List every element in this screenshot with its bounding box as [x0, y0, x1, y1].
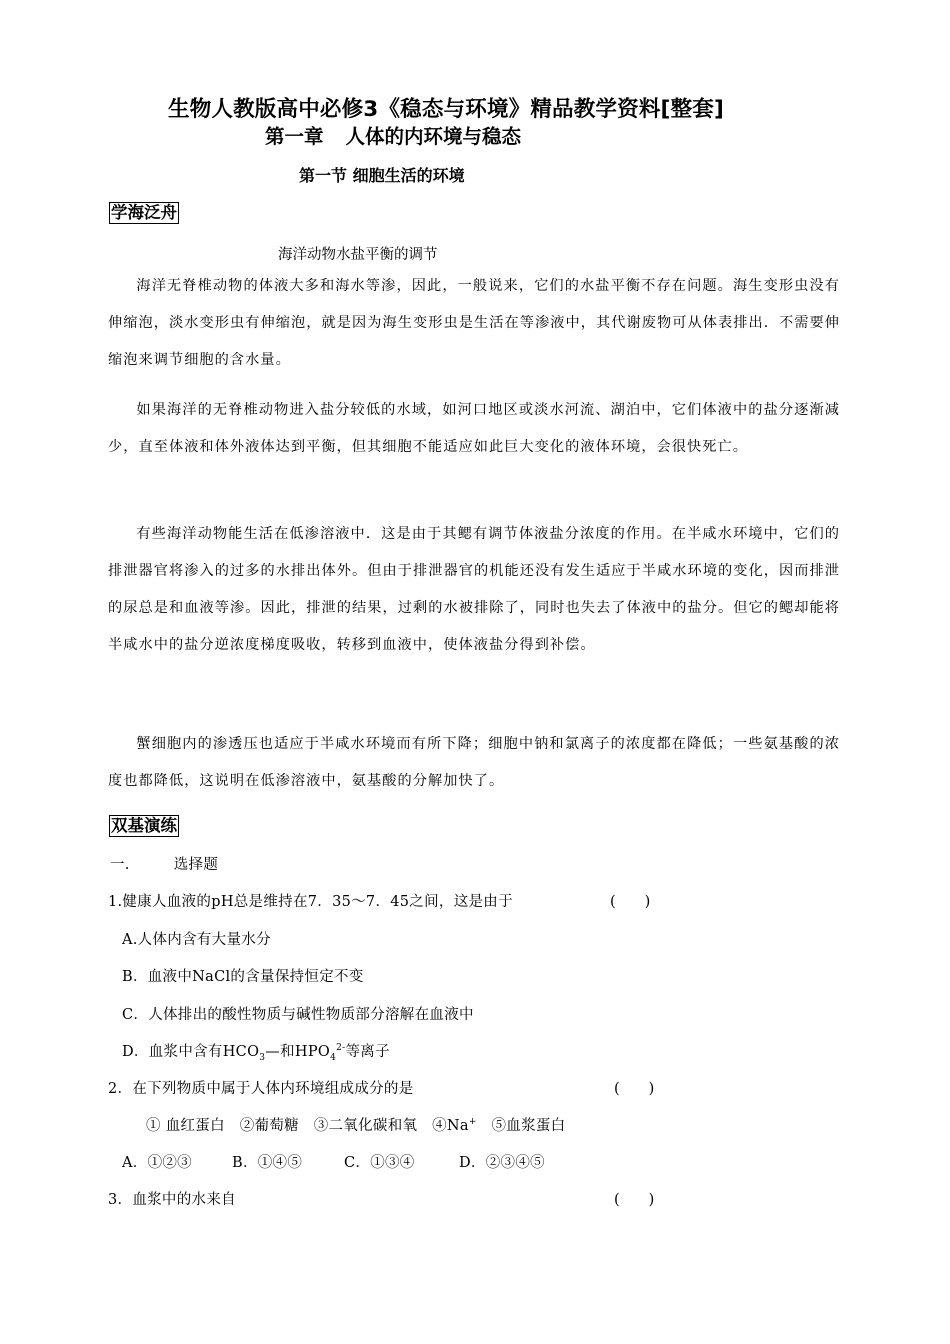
question-2-option-b: B．①④⑤	[232, 1155, 303, 1171]
reading-paragraph-3: 有些海洋动物能生活在低渗溶液中．这是由于其鳃有调节体液盐分浓度的作用。在半咸水环境中，它们的排泄器官将渗入的过多的水排出体外。但由于排泄器官的机能还没有发生适应于半咸水环境的变化，因而排泄的尿总是和血液等渗。因此，排泄的结果，过剩的水被排除了，同时也失去了体液中的盐分。但它的鳃却能将半咸水中的盐分逆浓度梯度吸收，转移到血液中，使体液盐分得到补偿。	[108, 526, 840, 653]
question-1-stem: 1.健康人血液的pH总是维持在7．35～7．45之间，这是由于	[108, 894, 513, 910]
reading-heading: 学海泛舟	[111, 203, 177, 222]
section-title: 第一节 细胞生活的环境	[299, 166, 465, 185]
article-title: 海洋动物水盐平衡的调节	[278, 247, 438, 263]
question-1-answer-blank: ( )	[610, 894, 651, 910]
reading-paragraph-1: 海洋无脊椎动物的体液大多和海水等渗，因此，一般说来，它们的水盐平衡不存在问题。海生变形虫没有伸缩泡，淡水变形虫有伸缩泡，就是因为海生变形虫是生活在等渗液中，其代谢废物可从体表排出．不需要伸缩泡来调节细胞的含水量。	[108, 278, 840, 368]
question-1-option-d: D．血浆中含有$HCO_3—$和$HPO_4^{2-}$等离子	[122, 1043, 390, 1063]
question-2-answer-blank: ( )	[614, 1081, 655, 1097]
reading-paragraph-4: 蟹细胞内的渗透压也适应于半咸水环境而有所下降；细胞中钠和氯离子的浓度都在降低；一些氨基酸的浓度也都降低，这说明在低渗溶液中，氨基酸的分解加快了。	[108, 736, 840, 789]
part-name: 选择题	[173, 857, 219, 873]
question-2-items: ① 血红蛋白 ②葡萄糖 ③二氧化碳和氧 ④Na+ ⑤血浆蛋白	[146, 1117, 566, 1134]
question-2-option-c: C．①③④	[344, 1155, 415, 1171]
question-3-stem: 3．血浆中的水来自	[108, 1192, 236, 1208]
document-title: 生物人教版高中必修3《稳态与环境》精品教学资料[整套]	[168, 97, 725, 122]
chapter-name: 人体的内环境与稳态	[345, 125, 522, 148]
question-1-option-b: B．血液中NaCl的含量保持恒定不变	[122, 969, 364, 985]
practice-heading: 双基演练	[111, 816, 177, 835]
question-3-answer-blank: ( )	[614, 1192, 655, 1208]
chapter-title	[265, 121, 521, 149]
question-2-stem: 2．在下列物质中属于人体内环境组成成分的是	[108, 1081, 414, 1097]
question-1-option-c: C．人体排出的酸性物质与碱性物质部分溶解在血液中	[122, 1007, 474, 1023]
question-2-option-a: A．①②③	[122, 1155, 192, 1171]
part-number: 一.	[110, 857, 130, 873]
question-1-option-a: A.人体内含有大量水分	[122, 932, 271, 948]
reading-paragraph-2: 如果海洋的无脊椎动物进入盐分较低的水域，如河口地区或淡水河流、湖泊中，它们体液中的盐分逐渐减少，直至体液和体外液体达到平衡，但其细胞不能适应如此巨大变化的液体环境，会很快死亡。	[108, 402, 840, 455]
chapter-number: 第一章	[265, 125, 324, 148]
part-heading	[110, 853, 218, 874]
question-2-option-d: D．②③④⑤	[459, 1155, 545, 1171]
